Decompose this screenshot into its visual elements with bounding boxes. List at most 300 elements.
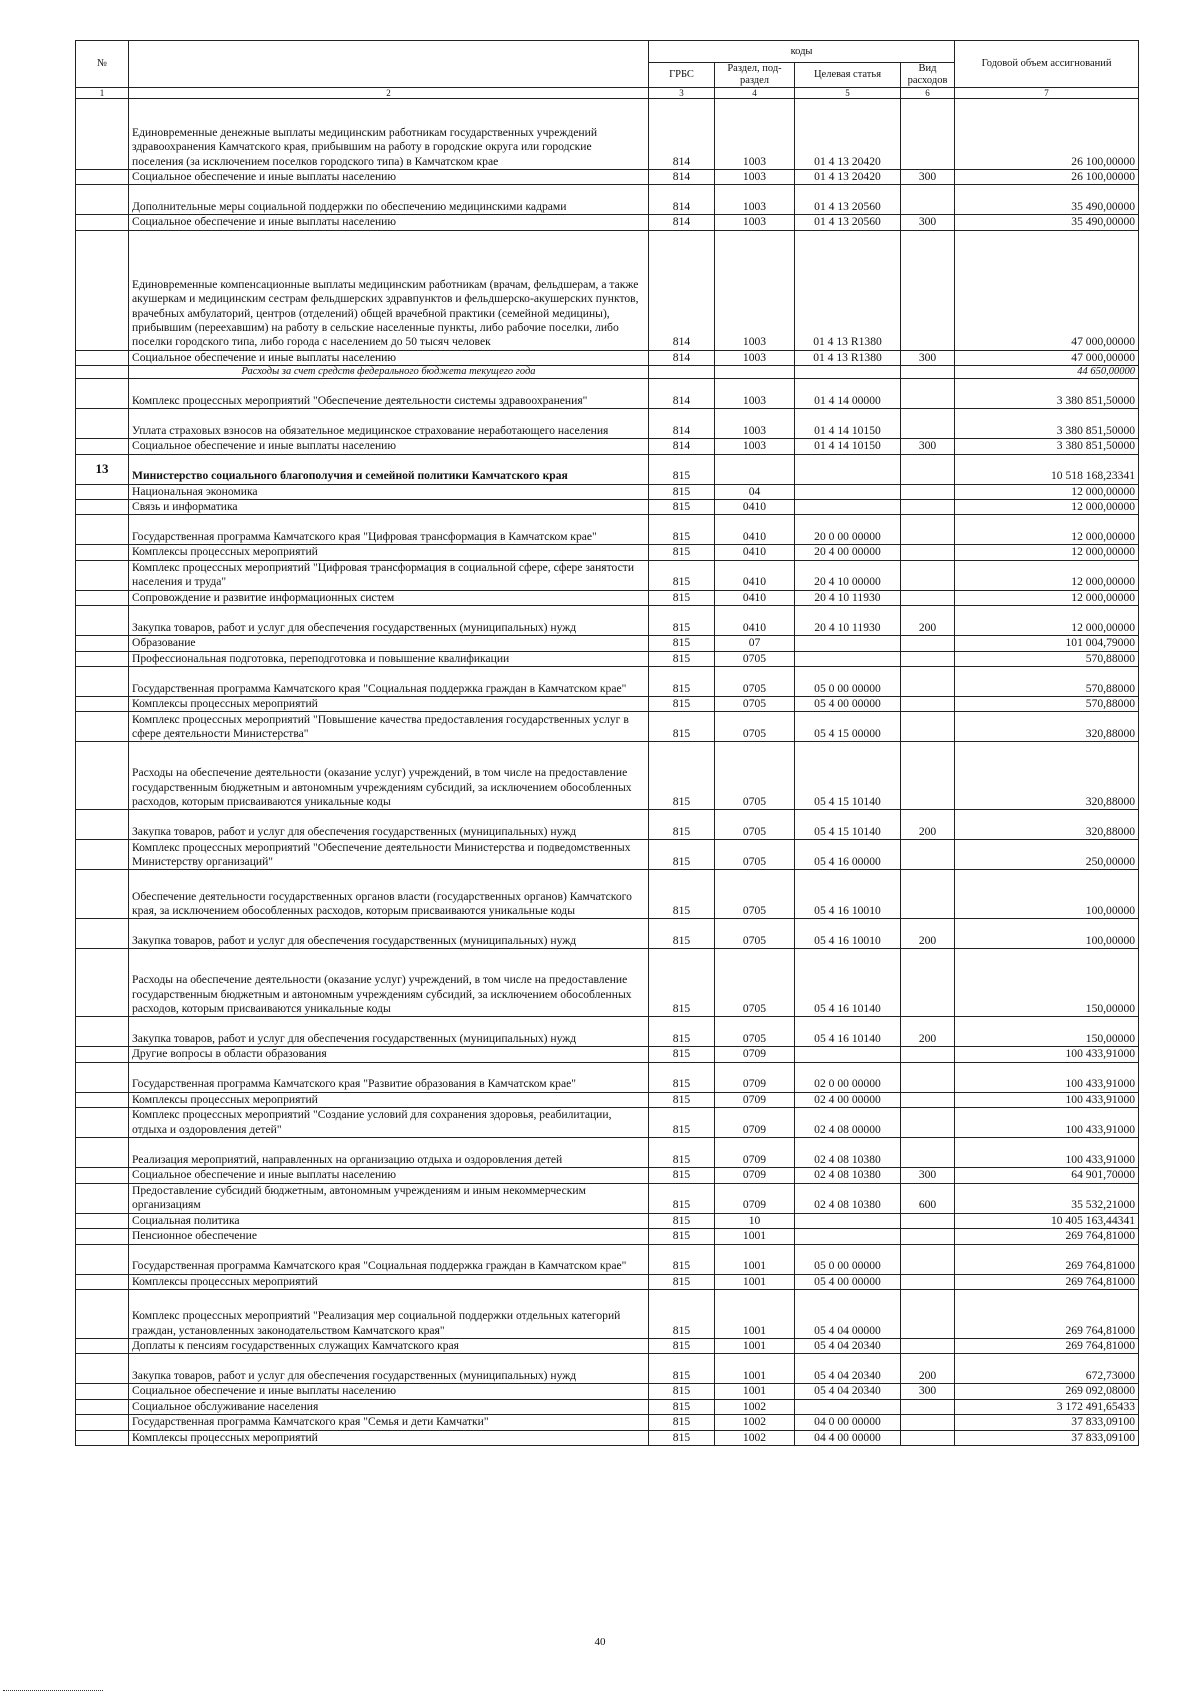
row-amount: 47 000,00000 (955, 230, 1139, 350)
row-target-article: 01 4 13 20420 (795, 170, 901, 185)
row-number (76, 1338, 129, 1353)
row-expense-type (901, 515, 955, 545)
row-name: Государственная программа Камчатского края "Цифровая трансформация в Камчатском крае" (129, 515, 649, 545)
row-razdel: 0709 (715, 1183, 795, 1213)
row-grbs: 815 (649, 636, 715, 651)
row-expense-type (901, 667, 955, 697)
col-number: 6 (901, 88, 955, 99)
table-row (76, 810, 1139, 840)
row-expense-type (901, 454, 955, 484)
row-target-article: 05 4 04 20340 (795, 1354, 901, 1384)
row-name: Социальное обеспечение и иные выплаты населению (129, 1384, 649, 1399)
row-razdel: 1001 (715, 1354, 795, 1384)
row-amount: 100 433,91000 (955, 1047, 1139, 1062)
row-target-article: 05 4 16 10140 (795, 949, 901, 1017)
table-body (76, 99, 1139, 1446)
row-number (76, 1017, 129, 1047)
row-name: Социальное обеспечение и иные выплаты населению (129, 170, 649, 185)
row-name: Единовременные компенсационные выплаты медицинским работникам (врачам, фельдшерам, а также акушеркам и медицинским сестрам фельдшерских здравпунктов и фельдшерско-акушерских пунктов, врачебных амбулаторий, центров (отделений) общей врачебной практики (семейной медицины), прибывшим (переехавшим) на работу в сельские населенные пункты, либо рабочие поселки, либо поселки городского типа, либо города с населением до 50 тысяч человек (129, 230, 649, 350)
row-expense-type (901, 1092, 955, 1107)
row-expense-type (901, 484, 955, 499)
row-number (76, 606, 129, 636)
row-name: Пенсионное обеспечение (129, 1229, 649, 1244)
row-expense-type (901, 590, 955, 605)
table-row (76, 1338, 1139, 1353)
row-name: Предоставление субсидий бюджетным, автономным учреждениям и иным некоммерческим организациям (129, 1183, 649, 1213)
row-grbs: 815 (649, 1289, 715, 1338)
row-name: Комплекс процессных мероприятий "Цифровая трансформация в социальной сфере, сфере занятости населения и труда" (129, 560, 649, 590)
row-name: Социальная политика (129, 1213, 649, 1228)
header-razdel: Раздел, под-раздел (715, 63, 795, 88)
row-expense-type (901, 1213, 955, 1228)
row-amount: 12 000,00000 (955, 606, 1139, 636)
header-vid: Вид расходов (901, 63, 955, 88)
row-name: Обеспечение деятельности государственных органов власти (государственных органов) Камчатского края, за исключением обособленных расходов, которым присваиваются уникальные коды (129, 870, 649, 919)
row-razdel: 07 (715, 636, 795, 651)
row-razdel: 1003 (715, 99, 795, 170)
header-column-numbers (76, 88, 1139, 99)
row-razdel: 1003 (715, 215, 795, 230)
row-number (76, 1274, 129, 1289)
row-expense-type: 200 (901, 1354, 955, 1384)
table-row (76, 590, 1139, 605)
row-target-article: 05 4 16 10010 (795, 919, 901, 949)
row-number (76, 949, 129, 1017)
row-target-article: 02 0 00 00000 (795, 1062, 901, 1092)
row-target-article: 01 4 14 00000 (795, 379, 901, 409)
table-row (76, 919, 1139, 949)
table-row (76, 170, 1139, 185)
row-expense-type (901, 545, 955, 560)
budget-table-sheet (75, 40, 1138, 1446)
row-number: 13 (76, 454, 129, 484)
table-row (76, 230, 1139, 350)
table-row (76, 99, 1139, 170)
row-grbs: 815 (649, 949, 715, 1017)
row-grbs (649, 366, 715, 379)
row-grbs: 815 (649, 606, 715, 636)
row-name: Социальное обеспечение и иные выплаты населению (129, 439, 649, 454)
row-number (76, 215, 129, 230)
row-razdel: 0410 (715, 545, 795, 560)
row-expense-type (901, 1430, 955, 1445)
row-razdel: 0709 (715, 1108, 795, 1138)
row-razdel: 1003 (715, 170, 795, 185)
row-amount: 269 764,81000 (955, 1244, 1139, 1274)
row-amount: 26 100,00000 (955, 170, 1139, 185)
row-razdel: 0410 (715, 515, 795, 545)
row-expense-type (901, 1244, 955, 1274)
row-expense-type (901, 697, 955, 712)
row-grbs: 815 (649, 1384, 715, 1399)
row-grbs: 815 (649, 484, 715, 499)
row-target-article: 01 4 14 10150 (795, 439, 901, 454)
row-amount: 12 000,00000 (955, 484, 1139, 499)
row-grbs: 815 (649, 454, 715, 484)
header-codes: коды (649, 41, 955, 63)
row-number (76, 1354, 129, 1384)
row-number (76, 500, 129, 515)
row-grbs: 815 (649, 1183, 715, 1213)
row-name: Закупка товаров, работ и услуг для обеспечения государственных (муниципальных) нужд (129, 1017, 649, 1047)
row-grbs: 815 (649, 697, 715, 712)
row-expense-type (901, 742, 955, 810)
table-row (76, 1213, 1139, 1228)
table-row (76, 454, 1139, 484)
table-row (76, 1399, 1139, 1414)
row-razdel: 0705 (715, 919, 795, 949)
row-target-article: 05 0 00 00000 (795, 1244, 901, 1274)
row-number (76, 712, 129, 742)
row-razdel: 1002 (715, 1415, 795, 1430)
row-name: Комплекс процессных мероприятий "Повышение качества предоставления государственных услуг в сфере деятельности Министерства" (129, 712, 649, 742)
row-number (76, 1229, 129, 1244)
row-target-article: 01 4 14 10150 (795, 409, 901, 439)
row-grbs: 814 (649, 170, 715, 185)
row-razdel: 0709 (715, 1047, 795, 1062)
row-target-article: 20 4 10 11930 (795, 606, 901, 636)
table-row (76, 949, 1139, 1017)
row-target-article: 01 4 13 20560 (795, 185, 901, 215)
row-number (76, 1213, 129, 1228)
row-name: Закупка товаров, работ и услуг для обеспечения государственных (муниципальных) нужд (129, 1354, 649, 1384)
row-target-article: 20 0 00 00000 (795, 515, 901, 545)
table-row (76, 1108, 1139, 1138)
table-row (76, 215, 1139, 230)
row-target-article (795, 1047, 901, 1062)
row-name: Связь и информатика (129, 500, 649, 515)
row-number (76, 99, 129, 170)
header-grbs: ГРБС (649, 63, 715, 88)
row-razdel: 0705 (715, 712, 795, 742)
row-expense-type: 300 (901, 1384, 955, 1399)
row-expense-type (901, 1415, 955, 1430)
row-razdel: 1003 (715, 230, 795, 350)
row-grbs: 814 (649, 185, 715, 215)
row-expense-type (901, 870, 955, 919)
row-target-article: 20 4 00 00000 (795, 545, 901, 560)
row-number (76, 636, 129, 651)
row-razdel: 0705 (715, 667, 795, 697)
row-name: Доплаты к пенсиям государственных служащих Камчатского края (129, 1338, 649, 1353)
row-amount: 100 433,91000 (955, 1108, 1139, 1138)
row-name: Дополнительные меры социальной поддержки по обеспечению медицинскими кадрами (129, 185, 649, 215)
row-target-article: 05 4 00 00000 (795, 1274, 901, 1289)
row-amount: 100,00000 (955, 870, 1139, 919)
row-razdel: 0410 (715, 560, 795, 590)
row-amount: 570,88000 (955, 667, 1139, 697)
row-name: Комплексы процессных мероприятий (129, 1092, 649, 1107)
row-amount: 3 380 851,50000 (955, 439, 1139, 454)
row-grbs: 814 (649, 215, 715, 230)
table-row (76, 870, 1139, 919)
row-expense-type (901, 840, 955, 870)
row-grbs: 815 (649, 667, 715, 697)
row-grbs: 814 (649, 439, 715, 454)
table-row (76, 1430, 1139, 1445)
row-number (76, 1092, 129, 1107)
table-row (76, 1183, 1139, 1213)
row-number (76, 1430, 129, 1445)
row-expense-type (901, 379, 955, 409)
row-amount: 12 000,00000 (955, 545, 1139, 560)
table-row (76, 560, 1139, 590)
row-name: Расходы за счет средств федерального бюджета текущего года (129, 366, 649, 379)
row-grbs: 814 (649, 350, 715, 365)
row-razdel: 1003 (715, 185, 795, 215)
row-razdel: 1001 (715, 1384, 795, 1399)
row-amount: 100 433,91000 (955, 1138, 1139, 1168)
row-amount: 47 000,00000 (955, 350, 1139, 365)
row-number (76, 1138, 129, 1168)
table-row (76, 697, 1139, 712)
row-expense-type: 200 (901, 810, 955, 840)
row-target-article: 05 4 04 20340 (795, 1384, 901, 1399)
row-amount: 3 380 851,50000 (955, 379, 1139, 409)
row-grbs: 815 (649, 560, 715, 590)
row-name: Государственная программа Камчатского края "Социальная поддержка граждан в Камчатском крае" (129, 667, 649, 697)
row-target-article (795, 1229, 901, 1244)
row-number (76, 697, 129, 712)
row-name: Образование (129, 636, 649, 651)
row-name: Министерство социального благополучия и семейной политики Камчатского края (129, 454, 649, 484)
row-grbs: 815 (649, 1108, 715, 1138)
row-amount: 35 532,21000 (955, 1183, 1139, 1213)
row-grbs: 815 (649, 1138, 715, 1168)
row-number (76, 1289, 129, 1338)
table-row (76, 1168, 1139, 1183)
row-amount: 37 833,09100 (955, 1430, 1139, 1445)
table-row (76, 515, 1139, 545)
row-amount: 12 000,00000 (955, 590, 1139, 605)
row-grbs: 815 (649, 515, 715, 545)
row-number (76, 919, 129, 949)
row-grbs: 815 (649, 1274, 715, 1289)
row-target-article: 20 4 10 00000 (795, 560, 901, 590)
row-target-article: 05 4 15 10140 (795, 742, 901, 810)
row-expense-type (901, 1338, 955, 1353)
row-amount: 269 092,08000 (955, 1384, 1139, 1399)
row-razdel: 0705 (715, 840, 795, 870)
row-grbs: 815 (649, 500, 715, 515)
row-grbs: 815 (649, 870, 715, 919)
row-expense-type (901, 185, 955, 215)
row-target-article: 01 4 13 R1380 (795, 350, 901, 365)
row-target-article (795, 500, 901, 515)
row-expense-type: 200 (901, 1017, 955, 1047)
row-razdel: 1001 (715, 1244, 795, 1274)
row-name: Комплексы процессных мероприятий (129, 545, 649, 560)
row-amount: 570,88000 (955, 697, 1139, 712)
row-name: Комплексы процессных мероприятий (129, 1274, 649, 1289)
row-number (76, 230, 129, 350)
table-row (76, 379, 1139, 409)
row-grbs: 815 (649, 545, 715, 560)
row-number (76, 1183, 129, 1213)
row-target-article: 02 4 08 00000 (795, 1108, 901, 1138)
row-expense-type (901, 1229, 955, 1244)
table-row (76, 1017, 1139, 1047)
row-razdel: 04 (715, 484, 795, 499)
table-row (76, 1384, 1139, 1399)
row-expense-type (901, 636, 955, 651)
row-razdel: 1003 (715, 379, 795, 409)
table-row (76, 651, 1139, 666)
table-row (76, 366, 1139, 379)
row-number (76, 409, 129, 439)
row-razdel: 0705 (715, 810, 795, 840)
table-row (76, 1062, 1139, 1092)
header-cel: Целевая статья (795, 63, 901, 88)
row-name: Государственная программа Камчатского края "Развитие образования в Камчатском крае" (129, 1062, 649, 1092)
budget-table (75, 40, 1139, 1446)
row-expense-type (901, 1289, 955, 1338)
row-expense-type: 300 (901, 439, 955, 454)
row-amount: 37 833,09100 (955, 1415, 1139, 1430)
row-number (76, 1399, 129, 1414)
row-grbs: 815 (649, 1092, 715, 1107)
row-amount: 64 901,70000 (955, 1168, 1139, 1183)
col-number: 5 (795, 88, 901, 99)
row-amount: 101 004,79000 (955, 636, 1139, 651)
row-name: Реализация мероприятий, направленных на организацию отдыха и оздоровления детей (129, 1138, 649, 1168)
row-expense-type (901, 712, 955, 742)
row-amount: 10 518 168,23341 (955, 454, 1139, 484)
row-razdel: 1001 (715, 1289, 795, 1338)
row-amount: 269 764,81000 (955, 1274, 1139, 1289)
row-expense-type: 200 (901, 606, 955, 636)
row-expense-type (901, 1062, 955, 1092)
table-row (76, 185, 1139, 215)
row-name: Закупка товаров, работ и услуг для обеспечения государственных (муниципальных) нужд (129, 919, 649, 949)
row-razdel: 0709 (715, 1168, 795, 1183)
row-razdel: 1002 (715, 1430, 795, 1445)
row-number (76, 667, 129, 697)
row-name: Другие вопросы в области образования (129, 1047, 649, 1062)
row-razdel: 1001 (715, 1229, 795, 1244)
row-grbs: 814 (649, 379, 715, 409)
row-target-article: 04 0 00 00000 (795, 1415, 901, 1430)
row-razdel: 0705 (715, 651, 795, 666)
row-expense-type (901, 560, 955, 590)
table-row (76, 1354, 1139, 1384)
col-number: 2 (129, 88, 649, 99)
row-amount: 35 490,00000 (955, 185, 1139, 215)
row-amount: 12 000,00000 (955, 515, 1139, 545)
row-target-article: 05 4 16 00000 (795, 840, 901, 870)
row-expense-type: 200 (901, 919, 955, 949)
row-expense-type: 300 (901, 170, 955, 185)
row-amount: 320,88000 (955, 810, 1139, 840)
row-target-article: 01 4 13 20560 (795, 215, 901, 230)
row-expense-type (901, 1138, 955, 1168)
row-target-article: 01 4 13 20420 (795, 99, 901, 170)
row-number (76, 742, 129, 810)
row-number (76, 185, 129, 215)
row-number (76, 1244, 129, 1274)
row-grbs: 815 (649, 1430, 715, 1445)
row-name: Государственная программа Камчатского края "Семья и дети Камчатки" (129, 1415, 649, 1430)
row-razdel: 0709 (715, 1062, 795, 1092)
table-row (76, 409, 1139, 439)
row-number (76, 590, 129, 605)
row-amount: 100 433,91000 (955, 1062, 1139, 1092)
row-grbs: 815 (649, 1399, 715, 1414)
row-amount: 150,00000 (955, 949, 1139, 1017)
row-number (76, 439, 129, 454)
row-amount: 269 764,81000 (955, 1338, 1139, 1353)
row-grbs: 815 (649, 1168, 715, 1183)
row-expense-type (901, 409, 955, 439)
row-target-article (795, 454, 901, 484)
row-grbs: 815 (649, 810, 715, 840)
row-expense-type (901, 1274, 955, 1289)
table-row (76, 350, 1139, 365)
row-expense-type: 600 (901, 1183, 955, 1213)
table-row (76, 1138, 1139, 1168)
row-target-article (795, 1399, 901, 1414)
row-name: Комплекс процессных мероприятий "Реализация мер социальной поддержки отдельных категорий граждан, установленных законодательством Камчатского края" (129, 1289, 649, 1338)
row-grbs: 815 (649, 1415, 715, 1430)
table-row (76, 1289, 1139, 1338)
row-grbs: 815 (649, 919, 715, 949)
row-amount: 100 433,91000 (955, 1092, 1139, 1107)
table-row (76, 1047, 1139, 1062)
row-amount: 12 000,00000 (955, 500, 1139, 515)
row-expense-type (901, 1047, 955, 1062)
row-target-article: 02 4 08 10380 (795, 1168, 901, 1183)
row-grbs: 815 (649, 1354, 715, 1384)
table-row (76, 439, 1139, 454)
row-number (76, 1062, 129, 1092)
row-amount: 269 764,81000 (955, 1289, 1139, 1338)
row-number (76, 484, 129, 499)
row-amount: 100,00000 (955, 919, 1139, 949)
row-grbs: 815 (649, 1338, 715, 1353)
row-grbs: 815 (649, 651, 715, 666)
row-name: Профессиональная подготовка, переподготовка и повышение квалификации (129, 651, 649, 666)
row-amount: 3 380 851,50000 (955, 409, 1139, 439)
row-razdel: 0410 (715, 590, 795, 605)
row-expense-type (901, 500, 955, 515)
row-razdel: 1003 (715, 350, 795, 365)
col-number: 3 (649, 88, 715, 99)
row-target-article (795, 484, 901, 499)
row-razdel: 0705 (715, 870, 795, 919)
row-name: Комплекс процессных мероприятий "Обеспечение деятельности Министерства и подведомственных Министерству организаций" (129, 840, 649, 870)
row-razdel: 0705 (715, 697, 795, 712)
row-number (76, 350, 129, 365)
row-expense-type (901, 651, 955, 666)
row-grbs: 814 (649, 230, 715, 350)
row-razdel: 1002 (715, 1399, 795, 1414)
table-row (76, 1092, 1139, 1107)
row-target-article: 02 4 00 00000 (795, 1092, 901, 1107)
row-target-article: 02 4 08 10380 (795, 1138, 901, 1168)
table-row (76, 1415, 1139, 1430)
row-name: Национальная экономика (129, 484, 649, 499)
row-number (76, 515, 129, 545)
row-razdel: 0705 (715, 949, 795, 1017)
row-number (76, 545, 129, 560)
page-number: 40 (594, 1636, 606, 1648)
row-amount: 269 764,81000 (955, 1229, 1139, 1244)
row-name: Государственная программа Камчатского края "Социальная поддержка граждан в Камчатском крае" (129, 1244, 649, 1274)
row-number (76, 1108, 129, 1138)
header-name (129, 41, 649, 88)
row-razdel: 0709 (715, 1092, 795, 1107)
row-name: Закупка товаров, работ и услуг для обеспечения государственных (муниципальных) нужд (129, 810, 649, 840)
